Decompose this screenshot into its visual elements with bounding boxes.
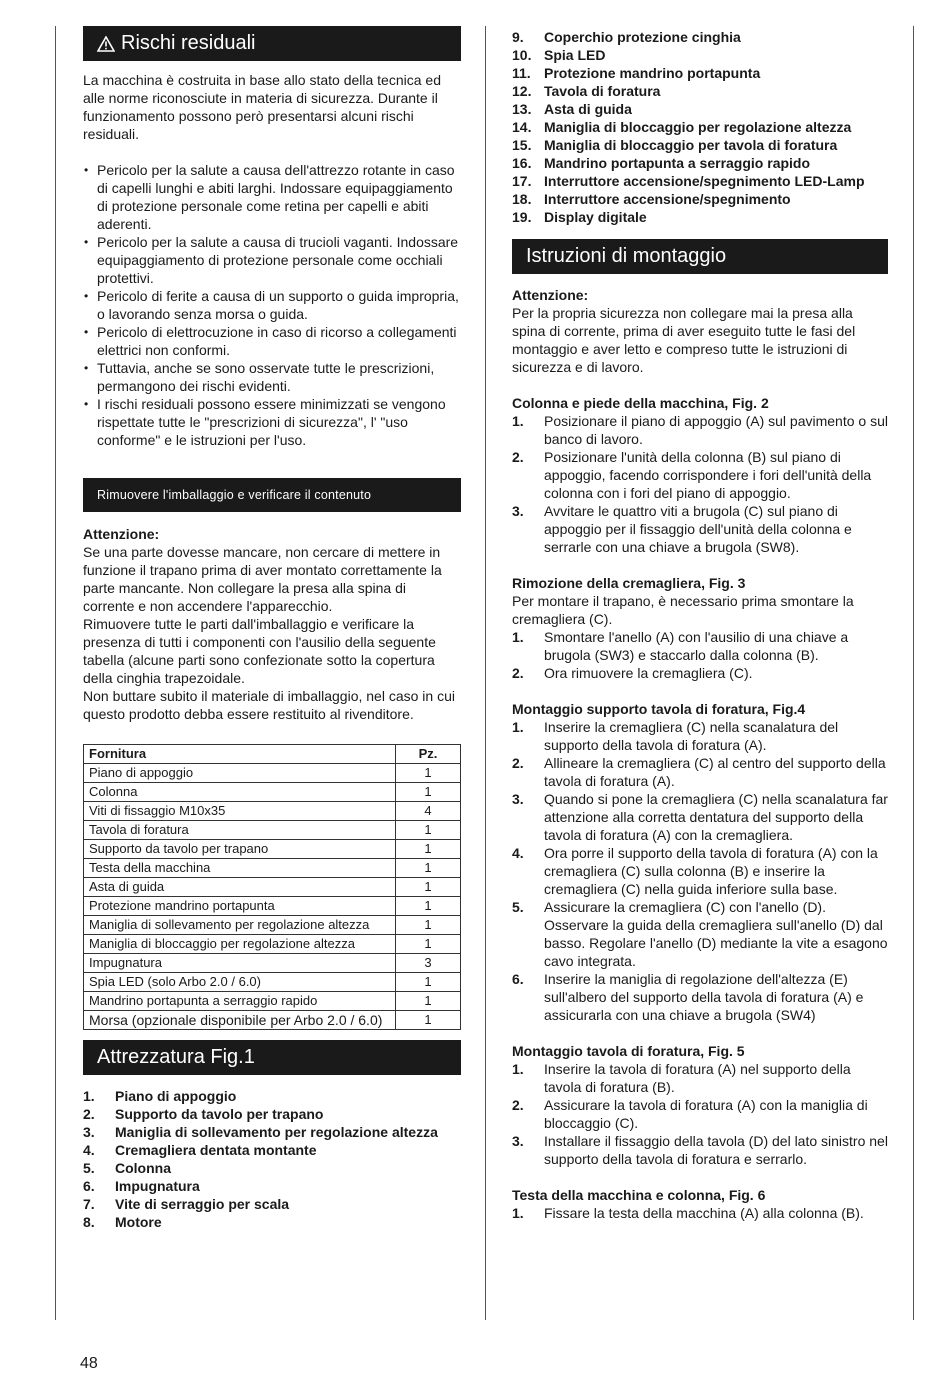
item-text: Maniglia di bloccaggio per regolazione altezza — [544, 119, 852, 135]
unpack-attention-label: Attenzione: — [83, 526, 160, 542]
item-number: 10. — [512, 47, 532, 63]
cell-qty: 1 — [396, 935, 461, 954]
item-number: 12. — [512, 83, 532, 99]
list-item: • Pericolo di ferite a causa di un supporto o guida impropria, o lavorando senza morsa o guida. — [83, 287, 461, 323]
header-supply: Fornitura — [84, 745, 396, 764]
item-number: 13. — [512, 101, 532, 117]
list-item — [512, 790, 888, 844]
equipment-heading — [83, 1040, 461, 1075]
item-number: 15. — [512, 137, 532, 153]
item-text: Display digitale — [544, 209, 647, 225]
parts-table-body — [84, 764, 461, 1030]
list-item — [512, 64, 888, 82]
cell-item: Viti di fissaggio M10x35 — [84, 802, 396, 821]
warning-triangle-icon — [97, 36, 115, 52]
cell-qty: 1 — [396, 859, 461, 878]
cell-qty: 1 — [396, 916, 461, 935]
list-item — [512, 1060, 888, 1096]
list-item — [512, 1096, 888, 1132]
residual-risks-heading — [83, 26, 461, 61]
item-number: 1. — [512, 1061, 524, 1077]
item-number: 16. — [512, 155, 532, 171]
item-text: Motore — [115, 1214, 162, 1230]
item-text: Inserire la tavola di foratura (A) nel supporto della tavola di foratura (B). — [544, 1061, 851, 1095]
table-row — [84, 916, 461, 935]
cell-qty: 3 — [396, 954, 461, 973]
list-item — [83, 1123, 461, 1141]
equipment-list — [83, 1087, 461, 1231]
list-item — [512, 664, 888, 682]
item-text: Posizionare il piano di appoggio (A) sul pavimento o sul banco di lavoro. — [544, 413, 888, 447]
item-number: 1. — [512, 1205, 524, 1221]
item-text: Assicurare la tavola di foratura (A) con la maniglia di bloccaggio (C). — [544, 1097, 868, 1131]
item-number: 9. — [512, 29, 524, 45]
table-row — [84, 802, 461, 821]
steps-column — [512, 412, 888, 556]
item-text: Installare il fissaggio della tavola (D) del lato sinistro nel supporto della tavola di foratura e serrarlo. — [544, 1133, 888, 1167]
unpack-text-3: Non buttare subito il materiale di imballaggio, nel caso in cui questo prodotto debba essere restituito al rivenditore. — [83, 688, 455, 722]
list-item — [83, 1105, 461, 1123]
right-margin-rule — [913, 26, 914, 1320]
parts-table — [83, 744, 461, 1030]
list-item — [83, 1195, 461, 1213]
cell-qty: 1 — [396, 1011, 461, 1030]
item-number: 1. — [512, 629, 524, 645]
left-column — [83, 26, 461, 1231]
section-title: Montaggio tavola di foratura, Fig. 5 — [512, 1043, 745, 1059]
list-item — [512, 844, 888, 898]
residual-risk-list — [83, 161, 461, 449]
list-item — [512, 754, 888, 790]
item-text: Posizionare l'unità della colonna (B) sul piano di appoggio, facendo corrispondere i fori dell'unità della colonna con i fori del piano di appoggio. — [544, 449, 872, 501]
section-intro: Per montare il trapano, è necessario prima smontare la cremagliera (C). — [512, 593, 854, 627]
section-title: Testa della macchina e colonna, Fig. 6 — [512, 1187, 766, 1203]
table-row — [84, 973, 461, 992]
equipment-list-continued — [512, 28, 888, 226]
table-row — [84, 897, 461, 916]
item-text: Asta di guida — [544, 101, 632, 117]
table-row — [84, 992, 461, 1011]
list-item — [512, 898, 888, 970]
item-text: Smontare l'anello (A) con l'ausilio di una chiave a brugola (SW3) e staccarlo dalla colonna (B). — [544, 629, 849, 663]
list-item — [512, 448, 888, 502]
assembly-title: Istruzioni di montaggio — [526, 245, 727, 267]
steps-support — [512, 718, 888, 1024]
left-margin-rule — [55, 26, 56, 1320]
list-item — [512, 628, 888, 664]
list-item: • I rischi residuali possono essere minimizzati se vengono rispettate tutte le "prescrizioni di sicurezza", l' "uso conforme" e le istruzioni per l'uso. — [83, 395, 461, 449]
item-text: Ora porre il supporto della tavola di foratura (A) con la cremagliera (C) sulla colonna (B) e inserire la cremagliera (C) nella guida inferiore sulla base. — [544, 845, 878, 897]
section-title: Rimozione della cremagliera, Fig. 3 — [512, 575, 746, 591]
cell-item: Impugnatura — [84, 954, 396, 973]
table-row — [84, 954, 461, 973]
item-number: 11. — [512, 65, 531, 81]
item-text: Piano di appoggio — [115, 1088, 237, 1104]
item-number: 18. — [512, 191, 532, 207]
cell-qty: 1 — [396, 897, 461, 916]
cell-qty: 1 — [396, 783, 461, 802]
cell-qty: 4 — [396, 802, 461, 821]
table-header-row — [84, 745, 461, 764]
item-number: 2. — [512, 665, 524, 681]
unpack-heading — [83, 478, 461, 512]
item-text: Inserire la maniglia di regolazione dell'altezza (E) sull'albero del supporto della tavola di foratura (A) e assicurarla con una chiave a brugola (SW4) — [544, 971, 864, 1023]
list-item: • Pericolo per la salute a causa di trucioli vaganti. Indossare equipaggiamento di protezione personale come occhiali protettivi. — [83, 233, 461, 287]
steps-table — [512, 1060, 888, 1168]
item-text: Protezione mandrino portapunta — [544, 65, 761, 81]
list-item — [512, 172, 888, 190]
list-item — [512, 208, 888, 226]
item-number: 2. — [512, 755, 524, 771]
item-number: 4. — [83, 1142, 95, 1158]
cell-qty: 1 — [396, 821, 461, 840]
list-item — [512, 154, 888, 172]
cell-qty: 1 — [396, 764, 461, 783]
table-row — [84, 878, 461, 897]
section-title: Colonna e piede della macchina, Fig. 2 — [512, 395, 769, 411]
item-number: 3. — [512, 791, 524, 807]
list-item — [512, 970, 888, 1024]
item-number: 2. — [83, 1106, 95, 1122]
list-item — [512, 136, 888, 154]
cell-item: Supporto da tavolo per trapano — [84, 840, 396, 859]
item-text: Colonna — [115, 1160, 171, 1176]
list-item — [512, 718, 888, 754]
residual-intro: La macchina è costruita in base allo stato della tecnica ed alle norme riconosciute in materia di sicurezza. Durante il funzionamento possono però presentarsi alcuni rischi residuali. — [83, 72, 441, 142]
section-title: Montaggio supporto tavola di foratura, Fig.4 — [512, 701, 806, 717]
cell-item: Piano di appoggio — [84, 764, 396, 783]
cell-qty: 1 — [396, 973, 461, 992]
equipment-title: Attrezzatura Fig.1 — [97, 1046, 255, 1068]
cell-qty: 1 — [396, 878, 461, 897]
cell-item: Asta di guida — [84, 878, 396, 897]
table-row — [84, 935, 461, 954]
item-number: 1. — [512, 413, 524, 429]
cell-item: Maniglia di sollevamento per regolazione altezza — [84, 916, 396, 935]
item-text: Mandrino portapunta a serraggio rapido — [544, 155, 811, 171]
cell-item: Tavola di foratura — [84, 821, 396, 840]
item-text: Allineare la cremagliera (C) al centro del supporto della tavola di foratura (A). — [544, 755, 886, 789]
item-text: Coperchio protezione cinghia — [544, 29, 741, 45]
item-number: 2. — [512, 1097, 524, 1113]
unpack-text-1: Se una parte dovesse mancare, non cercare di mettere in funzione il trapano prima di aver montato correttamente la parte mancante. Non collegare la presa alla spina di corrente e non accendere l'apparecchio. — [83, 544, 442, 614]
list-item — [512, 190, 888, 208]
residual-risks-title: Rischi residuali — [121, 32, 256, 54]
list-item: • Pericolo per la salute a causa dell'attrezzo rotante in caso di capelli lunghi e abiti larghi. Indossare equipaggiamento di protezione personale come retina per capelli e abiti aderenti. — [83, 161, 461, 233]
cell-item: Colonna — [84, 783, 396, 802]
item-text: Ora rimuovere la cremagliera (C). — [544, 665, 753, 681]
item-text: Vite di serraggio per scala — [115, 1196, 290, 1212]
item-text: Maniglia di bloccaggio per tavola di foratura — [544, 137, 838, 153]
item-number: 7. — [83, 1196, 95, 1212]
table-row — [84, 821, 461, 840]
item-text: Tavola di foratura — [544, 83, 661, 99]
cell-item: Maniglia di bloccaggio per regolazione altezza — [84, 935, 396, 954]
item-text: Quando si pone la cremagliera (C) nella scanalatura far attenzione alla corretta dentatura del supporto della tavola di foratura (A) con la cremagliera. — [544, 791, 888, 843]
list-item: • Tuttavia, anche se sono osservate tutte le prescrizioni, permangono dei rischi evidenti. — [83, 359, 461, 395]
item-number: 14. — [512, 119, 532, 135]
item-number: 5. — [512, 899, 524, 915]
table-row — [84, 1011, 461, 1030]
assembly-attention-text: Per la propria sicurezza non collegare mai la presa alla spina di corrente, prima di aver eseguito tutte le fasi del montaggio e aver letto e compreso tutte le istruzioni di sicurezza e di lavoro. — [512, 305, 856, 375]
item-number: 6. — [512, 971, 524, 987]
item-text: Inserire la cremagliera (C) nella scanalatura del supporto della tavola di foratura (A). — [544, 719, 839, 753]
right-column — [512, 28, 888, 1222]
item-number: 19. — [512, 209, 532, 225]
cell-item: Testa della macchina — [84, 859, 396, 878]
list-item: • Pericolo di elettrocuzione in caso di ricorso a collegamenti elettrici non conformi. — [83, 323, 461, 359]
item-number: 3. — [512, 503, 524, 519]
item-number: 8. — [83, 1214, 95, 1230]
list-item — [512, 46, 888, 64]
center-column-rule — [485, 26, 486, 1320]
item-text: Cremagliera dentata montante — [115, 1142, 317, 1158]
item-number: 3. — [83, 1124, 95, 1140]
item-text: Interruttore accensione/spegnimento LED-Lamp — [544, 173, 865, 189]
list-item — [512, 82, 888, 100]
item-text: Avvitare le quattro viti a brugola (C) sul piano di appoggio per il fissaggio dell'unità della colonna e serrarle con una chiave a brugola (SW8). — [544, 503, 852, 555]
list-item — [512, 1132, 888, 1168]
page-number: 48 — [80, 1355, 98, 1372]
unpack-text-2: Rimuovere tutte le parti dall'imballaggio e verificare la presenza di tutti i componenti con l'ausilio della seguente tabella (alcune parti sono confezionate sotto la copertura della cinghia trapezoidale. — [83, 616, 436, 686]
table-row — [84, 859, 461, 878]
assembly-attention-label: Attenzione: — [512, 287, 589, 303]
cell-qty: 1 — [396, 840, 461, 859]
header-qty: Pz. — [396, 745, 461, 764]
unpack-title: Rimuovere l'imballaggio e verificare il contenuto — [97, 488, 372, 502]
item-number: 4. — [512, 845, 524, 861]
item-number: 17. — [512, 173, 532, 189]
item-number: 6. — [83, 1178, 95, 1194]
cell-item: Morsa (opzionale disponibile per Arbo 2.0 / 6.0) — [84, 1011, 396, 1030]
item-text: Interruttore accensione/spegnimento — [544, 191, 791, 207]
list-item — [512, 412, 888, 448]
list-item — [83, 1177, 461, 1195]
item-number: 2. — [512, 449, 524, 465]
cell-qty: 1 — [396, 992, 461, 1011]
steps-rack — [512, 628, 888, 682]
assembly-heading — [512, 239, 888, 274]
item-number: 5. — [83, 1160, 95, 1176]
table-row — [84, 840, 461, 859]
list-item — [512, 118, 888, 136]
table-row — [84, 783, 461, 802]
item-text: Impugnatura — [115, 1178, 200, 1194]
list-item — [512, 100, 888, 118]
cell-item: Spia LED (solo Arbo 2.0 / 6.0) — [84, 973, 396, 992]
list-item — [83, 1159, 461, 1177]
cell-item: Protezione mandrino portapunta — [84, 897, 396, 916]
list-item — [512, 28, 888, 46]
item-text: Assicurare la cremagliera (C) con l'anello (D). Osservare la guida della cremagliera sull'anello (D) dal basso. Regolare l'anello (D) mediante la vite a esagono cavo integrata. — [544, 899, 888, 969]
cell-item: Mandrino portapunta a serraggio rapido — [84, 992, 396, 1011]
item-number: 1. — [512, 719, 524, 735]
table-row — [84, 764, 461, 783]
steps-head — [512, 1204, 888, 1222]
list-item — [512, 1204, 888, 1222]
list-item — [83, 1213, 461, 1231]
item-text: Maniglia di sollevamento per regolazione altezza — [115, 1124, 438, 1140]
item-text: Fissare la testa della macchina (A) alla colonna (B). — [544, 1205, 864, 1221]
list-item — [512, 502, 888, 556]
list-item — [83, 1087, 461, 1105]
item-text: Spia LED — [544, 47, 606, 63]
item-number: 3. — [512, 1133, 524, 1149]
list-item — [83, 1141, 461, 1159]
item-number: 1. — [83, 1088, 95, 1104]
item-text: Supporto da tavolo per trapano — [115, 1106, 324, 1122]
